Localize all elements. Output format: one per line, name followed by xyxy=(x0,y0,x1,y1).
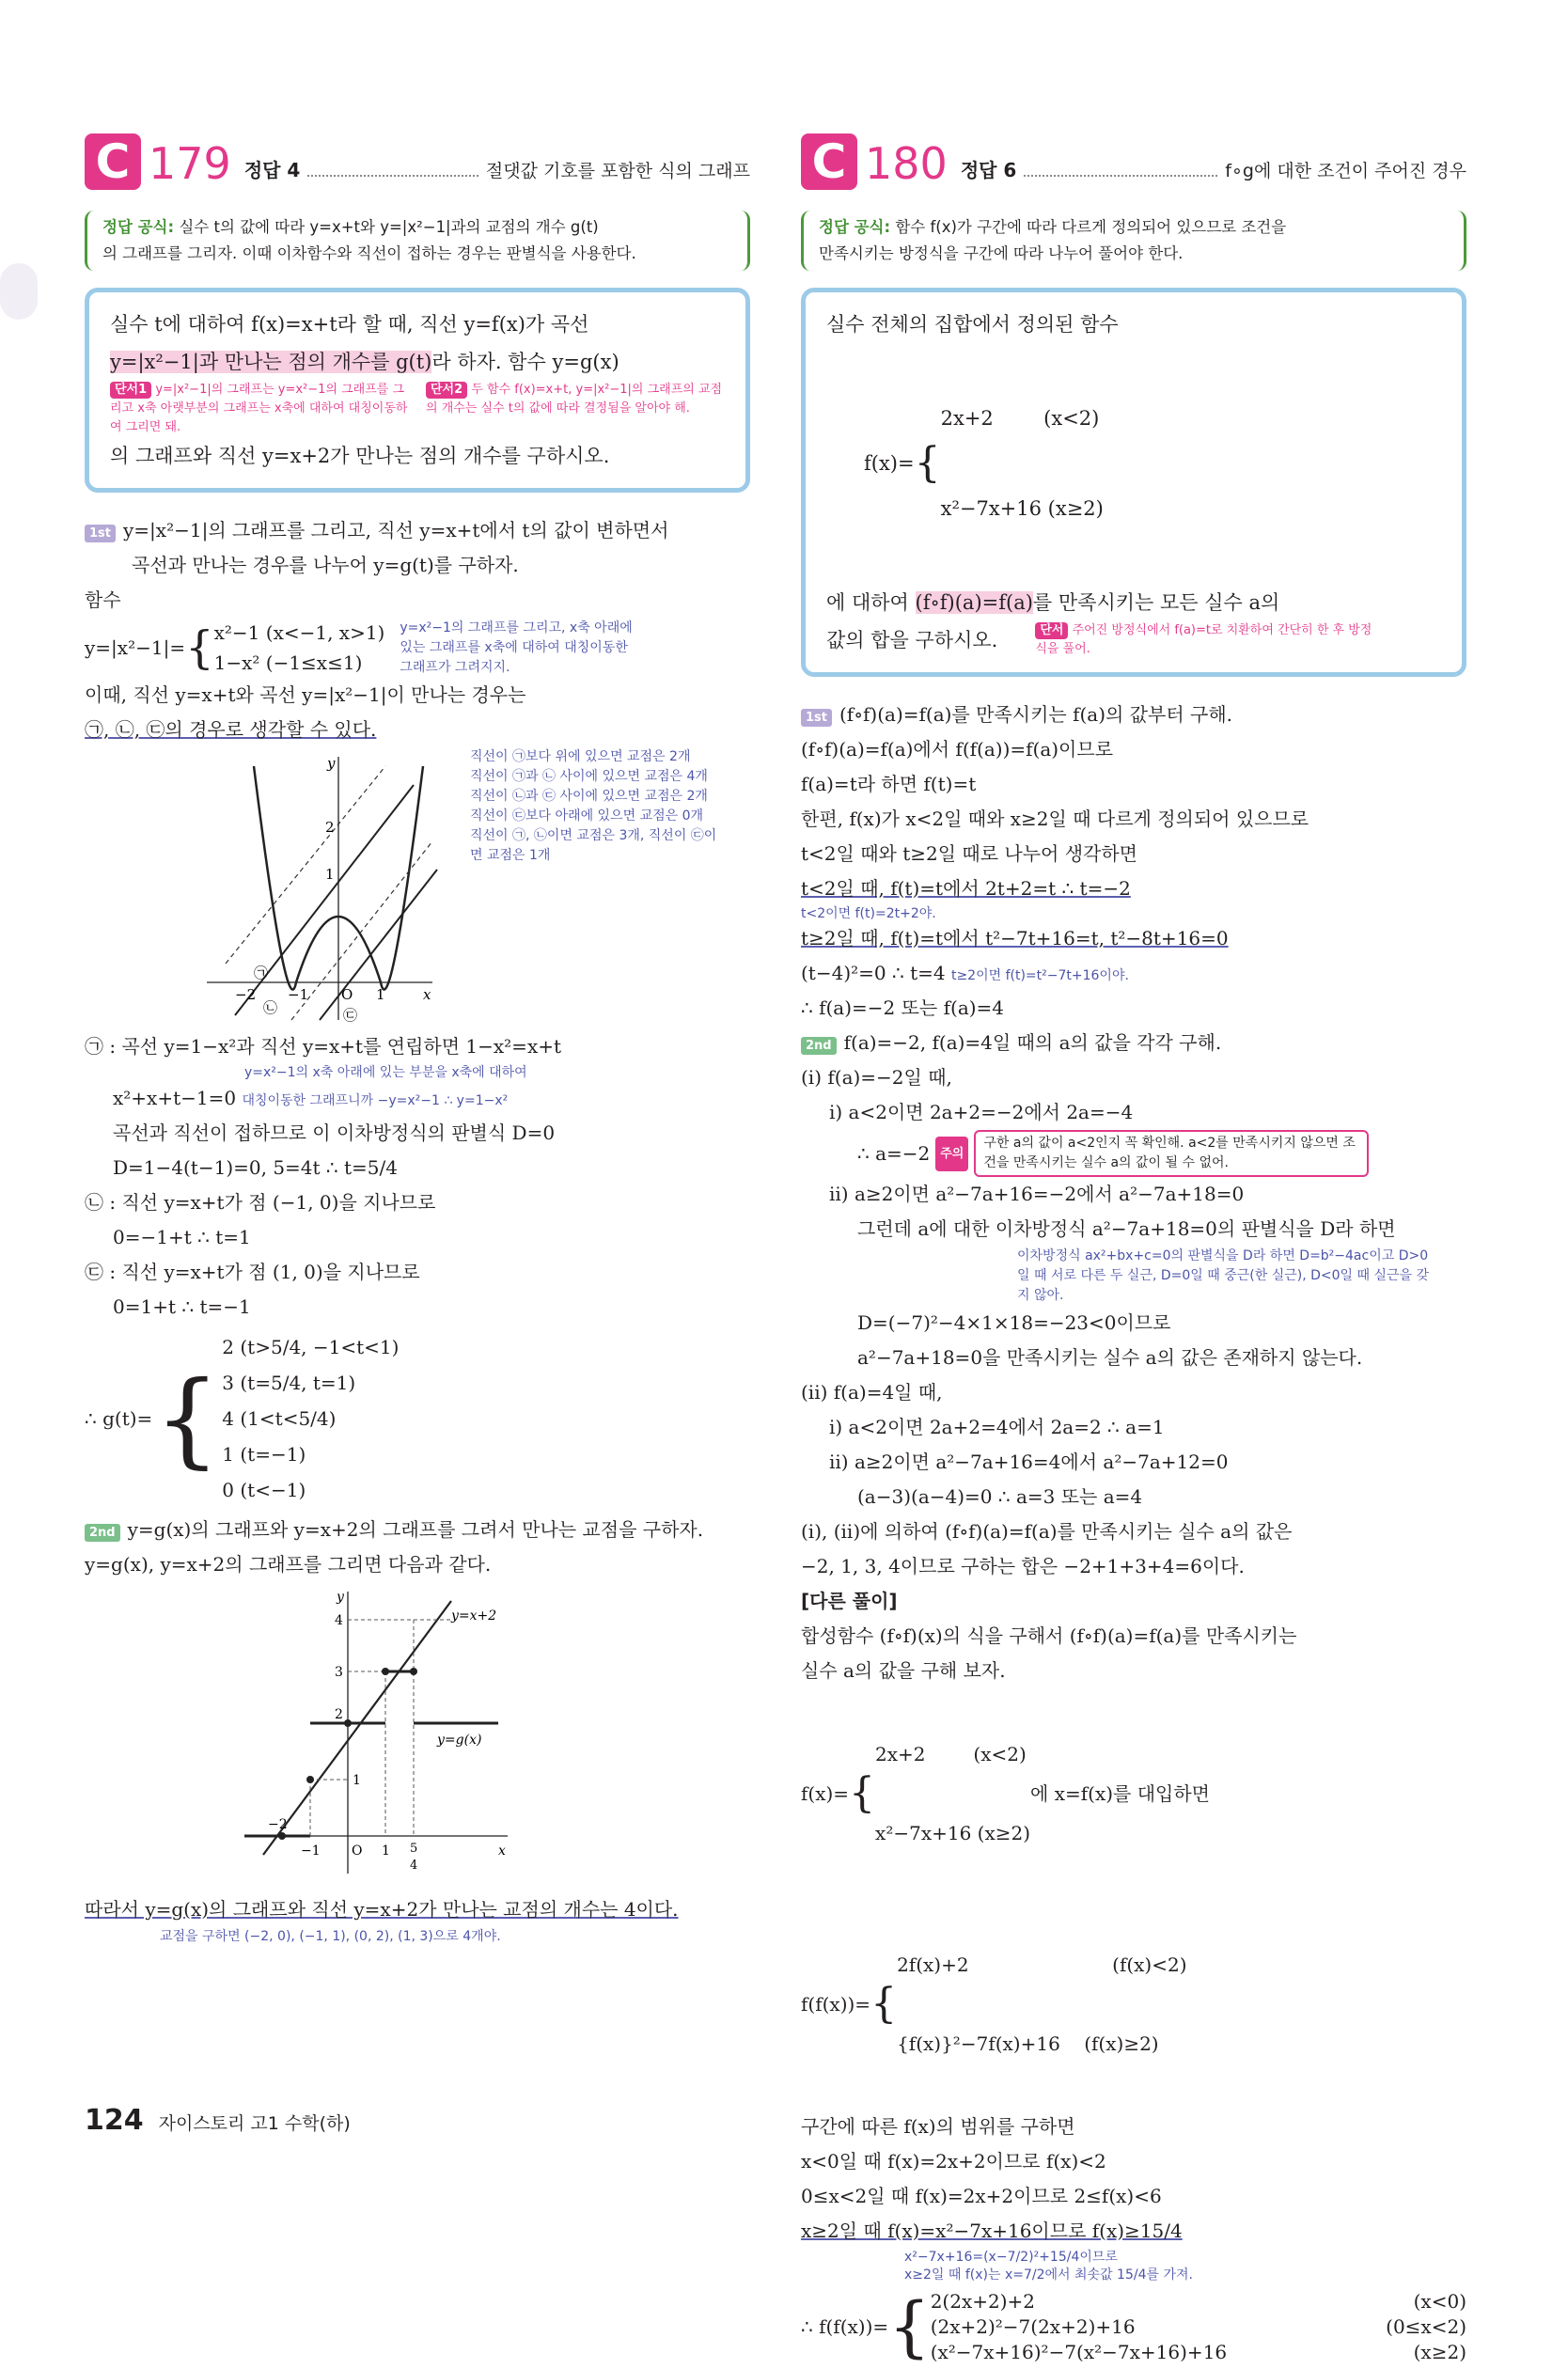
g-case: 3 (t=5/4, t=1) xyxy=(222,1372,356,1394)
intersection-point xyxy=(344,1719,352,1727)
step-tag: 2nd xyxy=(801,1037,837,1055)
solution-text: −2, 1, 3, 4이므로 구하는 합은 −2+1+3+4=6이다. xyxy=(801,1555,1245,1577)
solution-text: 구간에 따른 f(x)의 범위를 구하면 xyxy=(801,2115,1075,2138)
alt-piecewise-ff xyxy=(801,1899,1466,2110)
g-case: 0 (t<−1) xyxy=(222,1479,306,1501)
piecewise-lhs: ∴ f(f(x))= xyxy=(801,2314,889,2338)
problem-highlight: (f∘f)(a)=f(a) xyxy=(915,591,1033,614)
axis-label: x xyxy=(423,986,431,1003)
piecewise-case: 1−x² (−1≤x≤1) xyxy=(213,651,363,674)
piecewise-cases xyxy=(941,343,1104,584)
tick-label: O xyxy=(352,1843,363,1859)
problem-179-column xyxy=(85,132,750,1947)
tick-label: −1 xyxy=(301,1843,321,1859)
solution-text: 합성함수 (f∘f)(x)의 식을 구해서 (f∘f)(a)=f(a)를 만족시키는 xyxy=(801,1624,1297,1647)
tick-label: −2 xyxy=(268,1817,288,1832)
axis-label: y xyxy=(327,755,336,772)
open-point xyxy=(410,1668,417,1675)
formula-label: 정답 공식: xyxy=(102,218,175,236)
hint-tag: 단서1 xyxy=(110,382,151,399)
step-tag: 2nd xyxy=(85,1524,120,1542)
piecewise-case: {f(x)}²−7f(x)+16 (f(x)≥2) xyxy=(897,2032,1159,2055)
formula-text-1: 함수 f(x)가 구간에 따라 다르게 정의되어 있으므로 조건을 xyxy=(890,218,1287,236)
problem-box xyxy=(85,288,750,493)
piecewise-cases xyxy=(897,1899,1186,2110)
problem-box xyxy=(801,288,1466,677)
level-badge: C xyxy=(801,133,857,190)
solution-text: 0≤x<2일 때 f(x)=2x+2이므로 2≤f(x)<6 xyxy=(801,2185,1162,2207)
brace-icon: { xyxy=(914,439,941,487)
page-edge-mark xyxy=(0,263,38,320)
line-marker: ㉡ xyxy=(263,999,278,1016)
leader-dots xyxy=(307,175,478,177)
problem-last-row xyxy=(826,621,1441,659)
side-note: x²−7x+16=(x−7/2)²+15/4이므로 xyxy=(904,2250,1118,2265)
step-function-graph xyxy=(235,1582,517,1892)
graph-note-line: 직선이 ㉠과 ㉡ 사이에 있으면 교점은 4개 xyxy=(470,769,708,784)
problem-text-3: 의 그래프와 직선 y=x+2가 만나는 점의 개수를 구하시오. xyxy=(110,445,610,467)
level-badge: C xyxy=(85,133,141,190)
solution-text: y=g(x), y=x+2의 그래프를 그리면 다음과 같다. xyxy=(85,1553,492,1576)
hint xyxy=(1035,621,1383,659)
hint-row xyxy=(110,381,725,437)
axis-label: x xyxy=(498,1843,506,1859)
side-note: 대칭이동한 그래프니까 −y=x²−1 ∴ y=1−x² xyxy=(242,1093,509,1108)
side-note: t<2이면 f(t)=2t+2야. xyxy=(801,906,936,921)
piecewise-case: (2x+2)²−7(2x+2)+16 xyxy=(930,2314,1136,2338)
formula-text-2: 의 그래프를 그리자. 이때 이차함수와 직선이 접하는 경우는 판별식을 사용한다. xyxy=(102,244,636,262)
graph-1 xyxy=(85,747,750,1029)
solution-text: (i), (ii)에 의하여 (f∘f)(a)=f(a)를 만족시키는 실수 a의 값은 xyxy=(801,1520,1293,1543)
solution-180 xyxy=(801,698,1466,2369)
problem-180-column xyxy=(801,132,1466,2369)
step-text: y=|x²−1|의 그래프를 그리고, 직선 y=x+t에서 t의 값이 변하면서 xyxy=(123,519,669,541)
graph-2 xyxy=(85,1582,750,1892)
g-case: 4 (1<t<5/4) xyxy=(222,1407,337,1430)
g-case: 2 (t>5/4, −1<t<1) xyxy=(222,1336,400,1358)
hint-1 xyxy=(110,381,409,437)
g-piecewise xyxy=(85,1325,750,1513)
caution-row xyxy=(801,1130,1466,1177)
piecewise-case: (x²−7x+16)²−7(x²−7x+16)+16 xyxy=(930,2340,1228,2363)
brace-icon: { xyxy=(870,1980,898,2028)
solution-text: x<0일 때 f(x)=2x+2이므로 f(x)<2 xyxy=(801,2150,1106,2173)
tick-label: 5 xyxy=(410,1842,418,1856)
tick-label: 1 xyxy=(353,1773,361,1788)
tick-label: 1 xyxy=(325,866,335,883)
problem-text-4: 값의 합을 구하시오. xyxy=(826,629,998,651)
solution-text: (a−3)(a−4)=0 ∴ a=3 또는 a=4 xyxy=(857,1485,1143,1508)
line-marker: ㉠ xyxy=(254,965,269,981)
graph-note-line: 직선이 ㉡과 ㉢ 사이에 있으면 교점은 2개 xyxy=(470,789,708,804)
solution-text: 이때, 직선 y=x+t와 곡선 y=|x²−1|이 만나는 경우는 xyxy=(85,683,526,706)
side-note: 교점을 구하면 (−2, 0), (−1, 1), (0, 2), (1, 3)으로 4개야. xyxy=(160,1929,501,1944)
graph-notes xyxy=(470,747,752,866)
line-marker: ㉢ xyxy=(343,1007,358,1024)
solution-text: 실수 a의 값을 구해 보자. xyxy=(801,1659,1006,1682)
g-case: 1 (t=−1) xyxy=(222,1443,306,1466)
problem-number: 180 xyxy=(865,138,948,189)
tick-label: 1 xyxy=(376,986,385,1003)
piecewise-case: x²−7x+16 (x≥2) xyxy=(875,1822,1031,1844)
case-a: ㉠ : 곡선 y=1−x²과 직선 y=x+t를 연립하면 1−x²=x+t xyxy=(85,1035,562,1058)
piecewise-case: 2x+2 (x<2) xyxy=(940,407,1100,430)
graph-note-line: 직선이 ㉢보다 아래에 있으면 교점은 0개 xyxy=(470,808,704,824)
answer-label: 정답 4 xyxy=(243,159,301,181)
problem-topic: 절댓값 기호를 포함한 식의 그래프 xyxy=(485,161,750,181)
tick-label: −2 xyxy=(235,986,257,1003)
case-c: ㉢ : 직선 y=x+t가 점 (1, 0)을 지나므로 xyxy=(85,1261,420,1283)
dashed-line xyxy=(291,841,432,1020)
case-b: 0=−1+t ∴ t=1 xyxy=(113,1226,251,1248)
hint-2 xyxy=(426,381,725,437)
piecewise-cond: (0≤x<2) xyxy=(1386,2314,1466,2338)
graph-note-line: 직선이 ㉠보다 위에 있으면 교점은 2개 xyxy=(470,749,691,764)
problem-text-2: 라 하자. 함수 y=g(x) xyxy=(431,351,619,373)
piecewise-block xyxy=(85,618,750,678)
formula-box xyxy=(801,211,1466,271)
solution-text: a²−7a+18=0을 만족시키는 실수 a의 값은 존재하지 않는다. xyxy=(857,1346,1363,1369)
caution-tag: 주의 xyxy=(935,1137,968,1171)
answer-label: 정답 6 xyxy=(960,159,1017,181)
hint-tag: 단서2 xyxy=(426,382,467,399)
intersection-point xyxy=(306,1776,314,1783)
solution-text: i) a<2이면 2a+2=4에서 2a=2 ∴ a=1 xyxy=(829,1416,1165,1438)
alt-piecewise-f xyxy=(801,1688,1466,1899)
solution-text: ㉠, ㉡, ㉢의 경우로 생각할 수 있다. xyxy=(85,718,377,741)
graph-note-line: 직선이 ㉠, ㉡이면 교점은 3개, 직선이 ㉢이 xyxy=(470,828,717,843)
graph-note-line: 면 교점은 1개 xyxy=(470,848,551,863)
solution-text: ∴ a=−2 xyxy=(857,1141,931,1165)
step-tag: 1st xyxy=(801,709,832,727)
solution-text: (ii) f(a)=4일 때, xyxy=(801,1381,943,1404)
step-text: 곡선과 만나는 경우를 나누어 y=g(t)를 구하자. xyxy=(132,554,519,576)
brace-icon: { xyxy=(888,2288,931,2365)
problem-180-header xyxy=(801,132,1466,190)
solution-text: D=(−7)²−4×1×18=−23<0이므로 xyxy=(857,1311,1171,1334)
g-lhs: ∴ g(t)= xyxy=(85,1406,153,1430)
problem-piecewise xyxy=(826,343,1441,584)
intersection-point xyxy=(278,1832,286,1840)
line-label: y=x+2 xyxy=(451,1608,497,1624)
solution-text: t≥2일 때, f(t)=t에서 t²−7t+16=t, t²−8t+16=0 xyxy=(801,927,1229,949)
alt-solution-title: [다른 풀이] xyxy=(801,1590,898,1612)
solution-text: f(a)=t라 하면 f(t)=t xyxy=(801,773,977,795)
solution-text: (f∘f)(a)=f(a)에서 f(f(a))=f(a)이므로 xyxy=(801,738,1114,761)
tick-label: O xyxy=(341,986,353,1003)
problem-text-1: 실수 t에 대하여 f(x)=x+t라 할 때, 직선 y=f(x)가 곡선 xyxy=(110,313,589,336)
step-text: f(a)=−2, f(a)=4일 때의 a의 값을 각각 구해. xyxy=(843,1031,1222,1054)
side-note: y=x²−1의 그래프를 그리고, x축 아래에 있는 그래프를 x축에 대하여 대칭이동한 그래프가 그려지지. xyxy=(400,620,633,675)
formula-text-2: 만족시키는 방정식을 구간에 따라 나누어 풀어야 한다. xyxy=(819,244,1184,262)
tick-label: 2 xyxy=(335,1707,343,1722)
problem-number: 179 xyxy=(149,138,231,189)
solution-text: ii) a≥2이면 a²−7a+16=4에서 a²−7a+12=0 xyxy=(829,1451,1229,1473)
step-text: y=g(x)의 그래프와 y=x+2의 그래프를 그려서 만나는 교점을 구하자. xyxy=(127,1518,704,1541)
brace-icon: { xyxy=(849,1769,876,1817)
problem-179-header xyxy=(85,132,750,190)
caution-note: 구한 a의 값이 a<2인지 꼭 확인해. a<2를 만족시키지 않으면 조건을 만족시키는 실수 a의 값이 될 수 없어. xyxy=(974,1130,1369,1177)
step-tag: 1st xyxy=(85,525,116,542)
g-cases xyxy=(222,1329,399,1508)
solution-text: x≥2일 때 f(x)=x²−7x+16이므로 f(x)≥15/4 xyxy=(801,2220,1183,2242)
solution-text: (i) f(a)=−2일 때, xyxy=(801,1066,952,1089)
side-note: t≥2이면 f(t)=t²−7t+16이야. xyxy=(950,968,1129,983)
page-footer xyxy=(85,2104,351,2137)
tick-label: 2 xyxy=(325,819,335,836)
page-number: 124 xyxy=(85,2104,144,2137)
side-note: y=x²−1의 x축 아래에 있는 부분을 x축에 대하여 xyxy=(244,1065,527,1080)
hint-text: y=|x²−1|의 그래프는 y=x²−1의 그래프를 그리고 x축 아랫부분의 그래프는 x축에 대하여 대칭이동하여 그리면 돼. xyxy=(110,383,408,434)
axis-label: y xyxy=(337,1590,344,1605)
hint-text: 주어진 방정식에서 f(a)=t로 치환하여 간단히 한 후 방정식을 풀어. xyxy=(1035,623,1372,656)
solution-text: (t−4)²=0 ∴ t=4 xyxy=(801,962,946,984)
problem-highlight: y=|x²−1|과 만나는 점의 개수를 g(t) xyxy=(110,351,432,373)
equation: x²+x+t−1=0 xyxy=(113,1087,237,1109)
piecewise-case: 2x+2 (x<2) xyxy=(875,1743,1027,1765)
piecewise-cond: (x≥2) xyxy=(1413,2340,1466,2363)
line-y-x-plus-2 xyxy=(263,1601,451,1855)
intersection-point xyxy=(382,1668,389,1675)
problem-topic: f∘g에 대한 조건이 주어진 경우 xyxy=(1225,161,1466,181)
side-note: x≥2일 때 f(x)는 x=7/2에서 최솟값 15/4를 가져. xyxy=(904,2267,1193,2283)
solution-179 xyxy=(85,513,750,1947)
piecewise-case: x²−7x+16 (x≥2) xyxy=(940,497,1104,520)
solution-text: t<2일 때와 t≥2일 때로 나누어 생각하면 xyxy=(801,842,1137,865)
piecewise-case: x²−1 (x<−1, x>1) xyxy=(213,621,385,644)
piecewise-cond: (x<0) xyxy=(1413,2289,1466,2313)
solution-text: ii) a≥2이면 a²−7a+16=−2에서 a²−7a+18=0 xyxy=(829,1183,1245,1205)
leader-dots xyxy=(1024,175,1217,177)
formula-label: 정답 공식: xyxy=(819,218,891,236)
side-note: 이차방정식 ax²+bx+c=0의 판별식을 D라 하면 D=b²−4ac이고 D>0일 때 서로 다른 두 실근, D=0일 때 중근(한 실근), D<0일 때 실근을 갖지 않아. xyxy=(1017,1248,1430,1303)
tick-label: −1 xyxy=(288,986,309,1003)
formula-text-1: 실수 t의 값에 따라 y=x+t와 y=|x²−1|과의 교점의 개수 g(t) xyxy=(174,218,599,236)
tick-label: 3 xyxy=(335,1665,343,1680)
piecewise-cases xyxy=(931,2289,1466,2365)
solution-text: 함수 xyxy=(85,588,121,611)
piecewise-lhs: f(f(x))= xyxy=(801,1992,871,2016)
case-c: 0=1+t ∴ t=−1 xyxy=(113,1295,251,1318)
problem-text-3: 에 대하여 xyxy=(826,591,916,614)
solution-text: 에 x=f(x)를 대입하면 xyxy=(1030,1781,1211,1805)
tick-label: 4 xyxy=(410,1859,418,1873)
case-a xyxy=(85,1081,750,1116)
problem-text-3: 를 만족시키는 모든 실수 a의 xyxy=(1032,591,1280,614)
solution-text: 그런데 a에 대한 이차방정식 a²−7a+18=0의 판별식을 D라 하면 xyxy=(857,1217,1396,1240)
tick-label: 1 xyxy=(382,1843,390,1859)
piecewise-lhs: f(x)= xyxy=(864,452,915,475)
final-answer: 따라서 y=g(x)의 그래프와 직선 y=x+2가 만나는 교점의 개수는 4이다. xyxy=(85,1898,679,1921)
formula-box xyxy=(85,211,750,271)
case-a: 곡선과 직선이 접하므로 이 이차방정식의 판별식 D=0 xyxy=(113,1122,556,1144)
piecewise-case: 2f(x)+2 (f(x)<2) xyxy=(897,1953,1187,1976)
solution-text: i) a<2이면 2a+2=−2에서 2a=−4 xyxy=(829,1101,1134,1123)
book-title: 자이스토리 고1 수학(하) xyxy=(158,2113,351,2134)
piecewise-lhs: f(x)= xyxy=(801,1781,850,1805)
step-text: (f∘f)(a)=f(a)를 만족시키는 f(a)의 값부터 구해. xyxy=(839,703,1232,726)
brace-icon: { xyxy=(185,621,214,674)
brace-icon: { xyxy=(154,1358,221,1479)
solution-text: 한편, f(x)가 x<2일 때와 x≥2일 때 다르게 정의되어 있으므로 xyxy=(801,808,1309,830)
case-b: ㉡ : 직선 y=x+t가 점 (−1, 0)을 지나므로 xyxy=(85,1191,436,1214)
abs-curve-graph xyxy=(197,747,442,1029)
piecewise-cases xyxy=(875,1688,1030,1899)
case-a: D=1−4(t−1)=0, 5=4t ∴ t=5/4 xyxy=(113,1156,398,1179)
hint-tag: 단서 xyxy=(1035,622,1068,639)
piecewise-case: 2(2x+2)+2 xyxy=(930,2289,1035,2313)
tick-label: 4 xyxy=(335,1613,343,1628)
problem-text-1: 실수 전체의 집합에서 정의된 함수 xyxy=(826,313,1119,336)
solution-text: t<2일 때, f(t)=t에서 2t+2=t ∴ t=−2 xyxy=(801,877,1131,900)
piecewise-lhs: y=|x²−1|= xyxy=(85,635,186,659)
solution-text: ∴ f(a)=−2 또는 f(a)=4 xyxy=(801,996,1005,1019)
piecewise-cases xyxy=(214,618,385,678)
line-label: y=g(x) xyxy=(437,1733,482,1748)
hint-text: 두 함수 f(x)=x+t, y=|x²−1|의 그래프의 교점의 개수는 실수 t의 값에 따라 결정됨을 알아야 해. xyxy=(426,383,723,416)
alt-result xyxy=(801,2284,1466,2369)
